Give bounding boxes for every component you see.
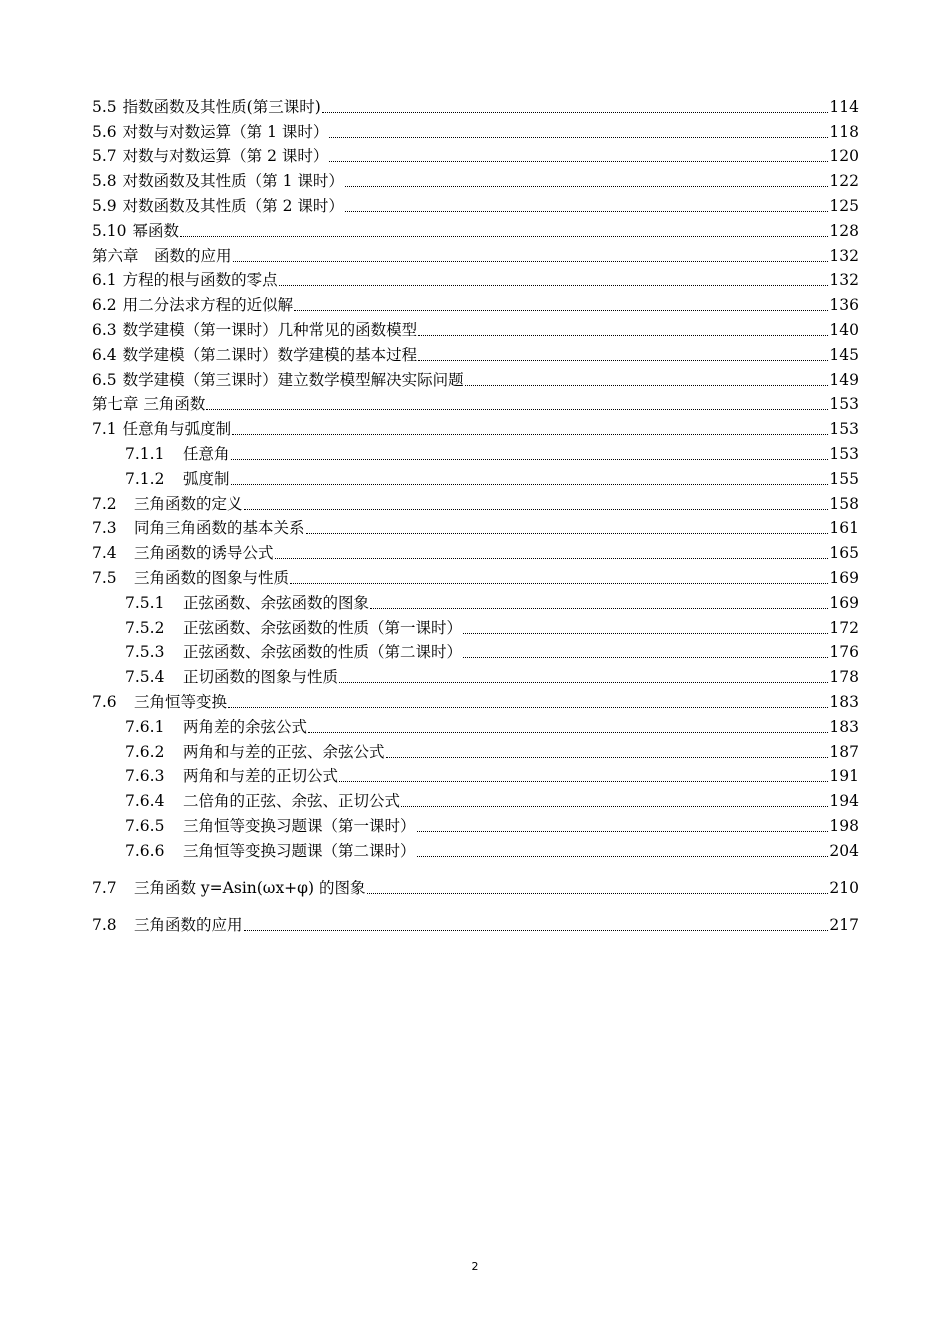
dot-leader — [294, 310, 828, 311]
toc-entry-title: 正切函数的图象与性质 — [183, 668, 339, 687]
dot-leader — [206, 409, 828, 410]
page-number: 2 — [471, 1260, 479, 1273]
toc-entry-title: 对数与对数运算（第 1 课时） — [122, 122, 329, 141]
toc-entry-page: 194 — [829, 792, 859, 811]
toc-entry-page: 153 — [829, 444, 859, 463]
toc-entry-page: 178 — [829, 668, 859, 687]
dot-leader — [417, 831, 829, 832]
toc-entry-title: 二倍角的正弦、余弦、正切公式 — [183, 792, 401, 811]
toc-entry-number: 6.3 — [92, 320, 117, 339]
toc-entry-number: 7.1 — [92, 420, 117, 439]
toc-entry-number: 5.7 — [92, 147, 117, 166]
toc-entry-page: 169 — [829, 568, 859, 587]
dot-leader — [463, 657, 828, 658]
dot-leader — [180, 236, 828, 237]
toc-entry-title: 三角函数的图象与性质 — [134, 568, 290, 587]
toc-entry[interactable] — [92, 290, 859, 315]
toc-entry-number: 7.5.2 — [125, 618, 165, 637]
dot-leader — [244, 930, 829, 931]
toc-entry-title: 三角函数 y=Asin(ωx+φ) 的图象 — [134, 878, 366, 897]
toc-entry-number: 5.5 — [92, 97, 117, 116]
toc-entry-title: 任意角 — [183, 444, 230, 463]
toc-entry-title: 数学建模（第三课时）建立数学模型解决实际问题 — [122, 370, 464, 389]
toc-entry-number: 7.6.5 — [125, 816, 165, 835]
toc-entry[interactable] — [92, 712, 859, 737]
toc-entry-title: 三角函数的诱导公式 — [134, 544, 274, 563]
toc-entry-number: 7.6.1 — [125, 717, 165, 736]
toc-entry-page: 183 — [829, 692, 859, 711]
toc-entry-title: 对数函数及其性质（第 2 课时） — [122, 196, 344, 215]
toc-entry-number: 7.1.1 — [125, 444, 165, 463]
toc-entry-page: 161 — [829, 519, 859, 538]
toc-entry-number: 7.7 — [92, 878, 117, 897]
toc-entry-page: 217 — [829, 916, 859, 935]
toc-entry[interactable] — [92, 638, 859, 663]
toc-entry-page: 169 — [829, 593, 859, 612]
toc-entry-page: 114 — [829, 97, 859, 116]
toc-entry-page: 210 — [829, 878, 859, 897]
toc-entry-title: 对数函数及其性质（第 1 课时） — [122, 172, 344, 191]
toc-entry[interactable] — [92, 662, 859, 687]
toc-entry-page: 149 — [829, 370, 859, 389]
toc-entry-title: 指数函数及其性质(第三课时) — [122, 97, 321, 116]
toc-entry-number: 7.6.6 — [125, 841, 165, 860]
dot-leader — [306, 533, 829, 534]
dot-leader — [345, 211, 829, 212]
toc-entry[interactable] — [92, 538, 859, 563]
toc-entry-number: 7.6 — [92, 692, 117, 711]
dot-leader — [308, 732, 828, 733]
toc-entry-number: 6.5 — [92, 370, 117, 389]
toc-entry[interactable] — [92, 390, 859, 415]
toc-entry-page: 120 — [829, 147, 859, 166]
toc-entry-page: 118 — [829, 122, 859, 141]
toc-entry-page: 191 — [829, 767, 859, 786]
toc-entry-number: 7.6.4 — [125, 792, 165, 811]
toc-entry-title: 三角恒等变换习题课（第一课时） — [183, 816, 416, 835]
toc-entry[interactable] — [92, 786, 859, 811]
table-of-contents — [92, 92, 859, 935]
toc-entry-title: 两角和与差的正切公式 — [183, 767, 339, 786]
dot-leader — [465, 385, 829, 386]
toc-entry-page: 187 — [829, 742, 859, 761]
dot-leader — [417, 856, 829, 857]
toc-entry[interactable] — [92, 117, 859, 142]
dot-leader — [370, 608, 828, 609]
toc-entry-number: 7.5 — [92, 568, 117, 587]
toc-entry[interactable] — [92, 340, 859, 365]
toc-entry[interactable] — [92, 873, 859, 898]
dot-leader — [463, 633, 828, 634]
toc-entry-number: 7.2 — [92, 494, 117, 513]
toc-entry-page: 125 — [829, 196, 859, 215]
dot-leader — [275, 558, 829, 559]
toc-entry-page: 136 — [829, 296, 859, 315]
toc-entry-page: 198 — [829, 816, 859, 835]
toc-entry[interactable] — [92, 439, 859, 464]
toc-entry-title: 正弦函数、余弦函数的性质（第一课时） — [183, 618, 463, 637]
dot-leader — [233, 261, 829, 262]
toc-entry[interactable] — [92, 836, 859, 861]
toc-entry[interactable] — [92, 216, 859, 241]
toc-entry-page: 132 — [829, 271, 859, 290]
toc-entry[interactable] — [92, 315, 859, 340]
toc-entry-page: 158 — [829, 494, 859, 513]
toc-entry[interactable] — [92, 489, 859, 514]
toc-entry-title: 两角差的余弦公式 — [183, 717, 308, 736]
toc-entry-title: 对数与对数运算（第 2 课时） — [122, 147, 329, 166]
dot-leader — [418, 335, 828, 336]
toc-entry-number: 7.6.3 — [125, 767, 165, 786]
dot-leader — [232, 434, 828, 435]
toc-entry-page: 204 — [829, 841, 859, 860]
toc-entry[interactable] — [92, 811, 859, 836]
toc-entry-title: 两角和与差的正弦、余弦公式 — [183, 742, 385, 761]
toc-entry-page: 128 — [829, 221, 859, 240]
dot-leader — [345, 186, 829, 187]
toc-entry[interactable] — [92, 911, 859, 936]
toc-entry-title: 三角恒等变换习题课（第二课时） — [183, 841, 416, 860]
toc-entry-title: 任意角与弧度制 — [122, 420, 232, 439]
toc-entry[interactable] — [92, 241, 859, 266]
toc-entry-title: 三角恒等变换 — [134, 692, 228, 711]
dot-leader — [231, 459, 829, 460]
toc-entry[interactable] — [92, 687, 859, 712]
toc-entry-title: 数学建模（第一课时）几种常见的函数模型 — [122, 320, 418, 339]
toc-entry-page: 172 — [829, 618, 859, 637]
toc-entry-title: 同角三角函数的基本关系 — [134, 519, 305, 538]
dot-leader — [367, 893, 829, 894]
toc-entry-page: 132 — [829, 246, 859, 265]
toc-entry[interactable] — [92, 142, 859, 167]
toc-entry-title: 第六章 函数的应用 — [92, 246, 232, 265]
dot-leader — [329, 137, 828, 138]
toc-entry-page: 140 — [829, 320, 859, 339]
toc-entry-title: 三角函数的定义 — [134, 494, 243, 513]
toc-entry-page: 183 — [829, 717, 859, 736]
toc-entry[interactable] — [92, 563, 859, 588]
dot-leader — [339, 781, 828, 782]
dot-leader — [290, 583, 828, 584]
dot-leader — [322, 112, 829, 113]
toc-entry-number: 6.1 — [92, 271, 117, 290]
toc-entry-number: 5.10 — [92, 221, 127, 240]
toc-entry[interactable] — [92, 762, 859, 787]
toc-entry-number: 7.5.3 — [125, 643, 165, 662]
toc-entry-page: 122 — [829, 172, 859, 191]
toc-entry[interactable] — [92, 514, 859, 539]
toc-entry[interactable] — [92, 191, 859, 216]
toc-entry-number: 6.4 — [92, 345, 117, 364]
toc-entry-page: 165 — [829, 544, 859, 563]
toc-entry-title: 幂函数 — [132, 221, 180, 240]
toc-entry[interactable] — [92, 737, 859, 762]
dot-leader — [228, 707, 828, 708]
toc-entry-number: 5.6 — [92, 122, 117, 141]
toc-entry-number: 5.9 — [92, 196, 117, 215]
dot-leader — [401, 806, 828, 807]
toc-entry[interactable] — [92, 166, 859, 191]
toc-entry-number: 7.1.2 — [125, 469, 165, 488]
toc-entry[interactable] — [92, 92, 859, 117]
toc-entry-title: 弧度制 — [183, 469, 230, 488]
dot-leader — [329, 161, 828, 162]
toc-entry[interactable] — [92, 613, 859, 638]
dot-leader — [386, 757, 829, 758]
toc-entry[interactable] — [92, 266, 859, 291]
toc-entry-title: 三角函数的应用 — [134, 916, 243, 935]
toc-entry-title: 数学建模（第二课时）数学建模的基本过程 — [122, 345, 418, 364]
toc-entry-page: 176 — [829, 643, 859, 662]
toc-entry[interactable] — [92, 588, 859, 613]
toc-entry-number: 7.5.4 — [125, 668, 165, 687]
toc-entry-title: 用二分法求方程的近似解 — [122, 296, 294, 315]
toc-entry-page: 145 — [829, 345, 859, 364]
toc-entry[interactable] — [92, 414, 859, 439]
toc-entry-page: 153 — [829, 395, 859, 414]
toc-entry-title: 方程的根与函数的零点 — [122, 271, 278, 290]
toc-entry-number: 6.2 — [92, 296, 117, 315]
dot-leader — [231, 484, 829, 485]
toc-entry-number: 7.5.1 — [125, 593, 165, 612]
toc-entry-number: 5.8 — [92, 172, 117, 191]
toc-entry-number: 7.8 — [92, 916, 117, 935]
toc-entry-number: 7.4 — [92, 544, 117, 563]
toc-entry[interactable] — [92, 464, 859, 489]
toc-entry-title: 正弦函数、余弦函数的图象 — [183, 593, 370, 612]
dot-leader — [418, 360, 828, 361]
dot-leader — [339, 682, 828, 683]
toc-entry-title: 正弦函数、余弦函数的性质（第二课时） — [183, 643, 463, 662]
dot-leader — [279, 285, 829, 286]
toc-entry-page: 153 — [829, 420, 859, 439]
toc-entry[interactable] — [92, 365, 859, 390]
toc-entry-title: 第七章 三角函数 — [92, 395, 206, 414]
toc-entry-number: 7.6.2 — [125, 742, 165, 761]
dot-leader — [244, 509, 829, 510]
toc-entry-page: 155 — [829, 469, 859, 488]
toc-entry-number: 7.3 — [92, 519, 117, 538]
